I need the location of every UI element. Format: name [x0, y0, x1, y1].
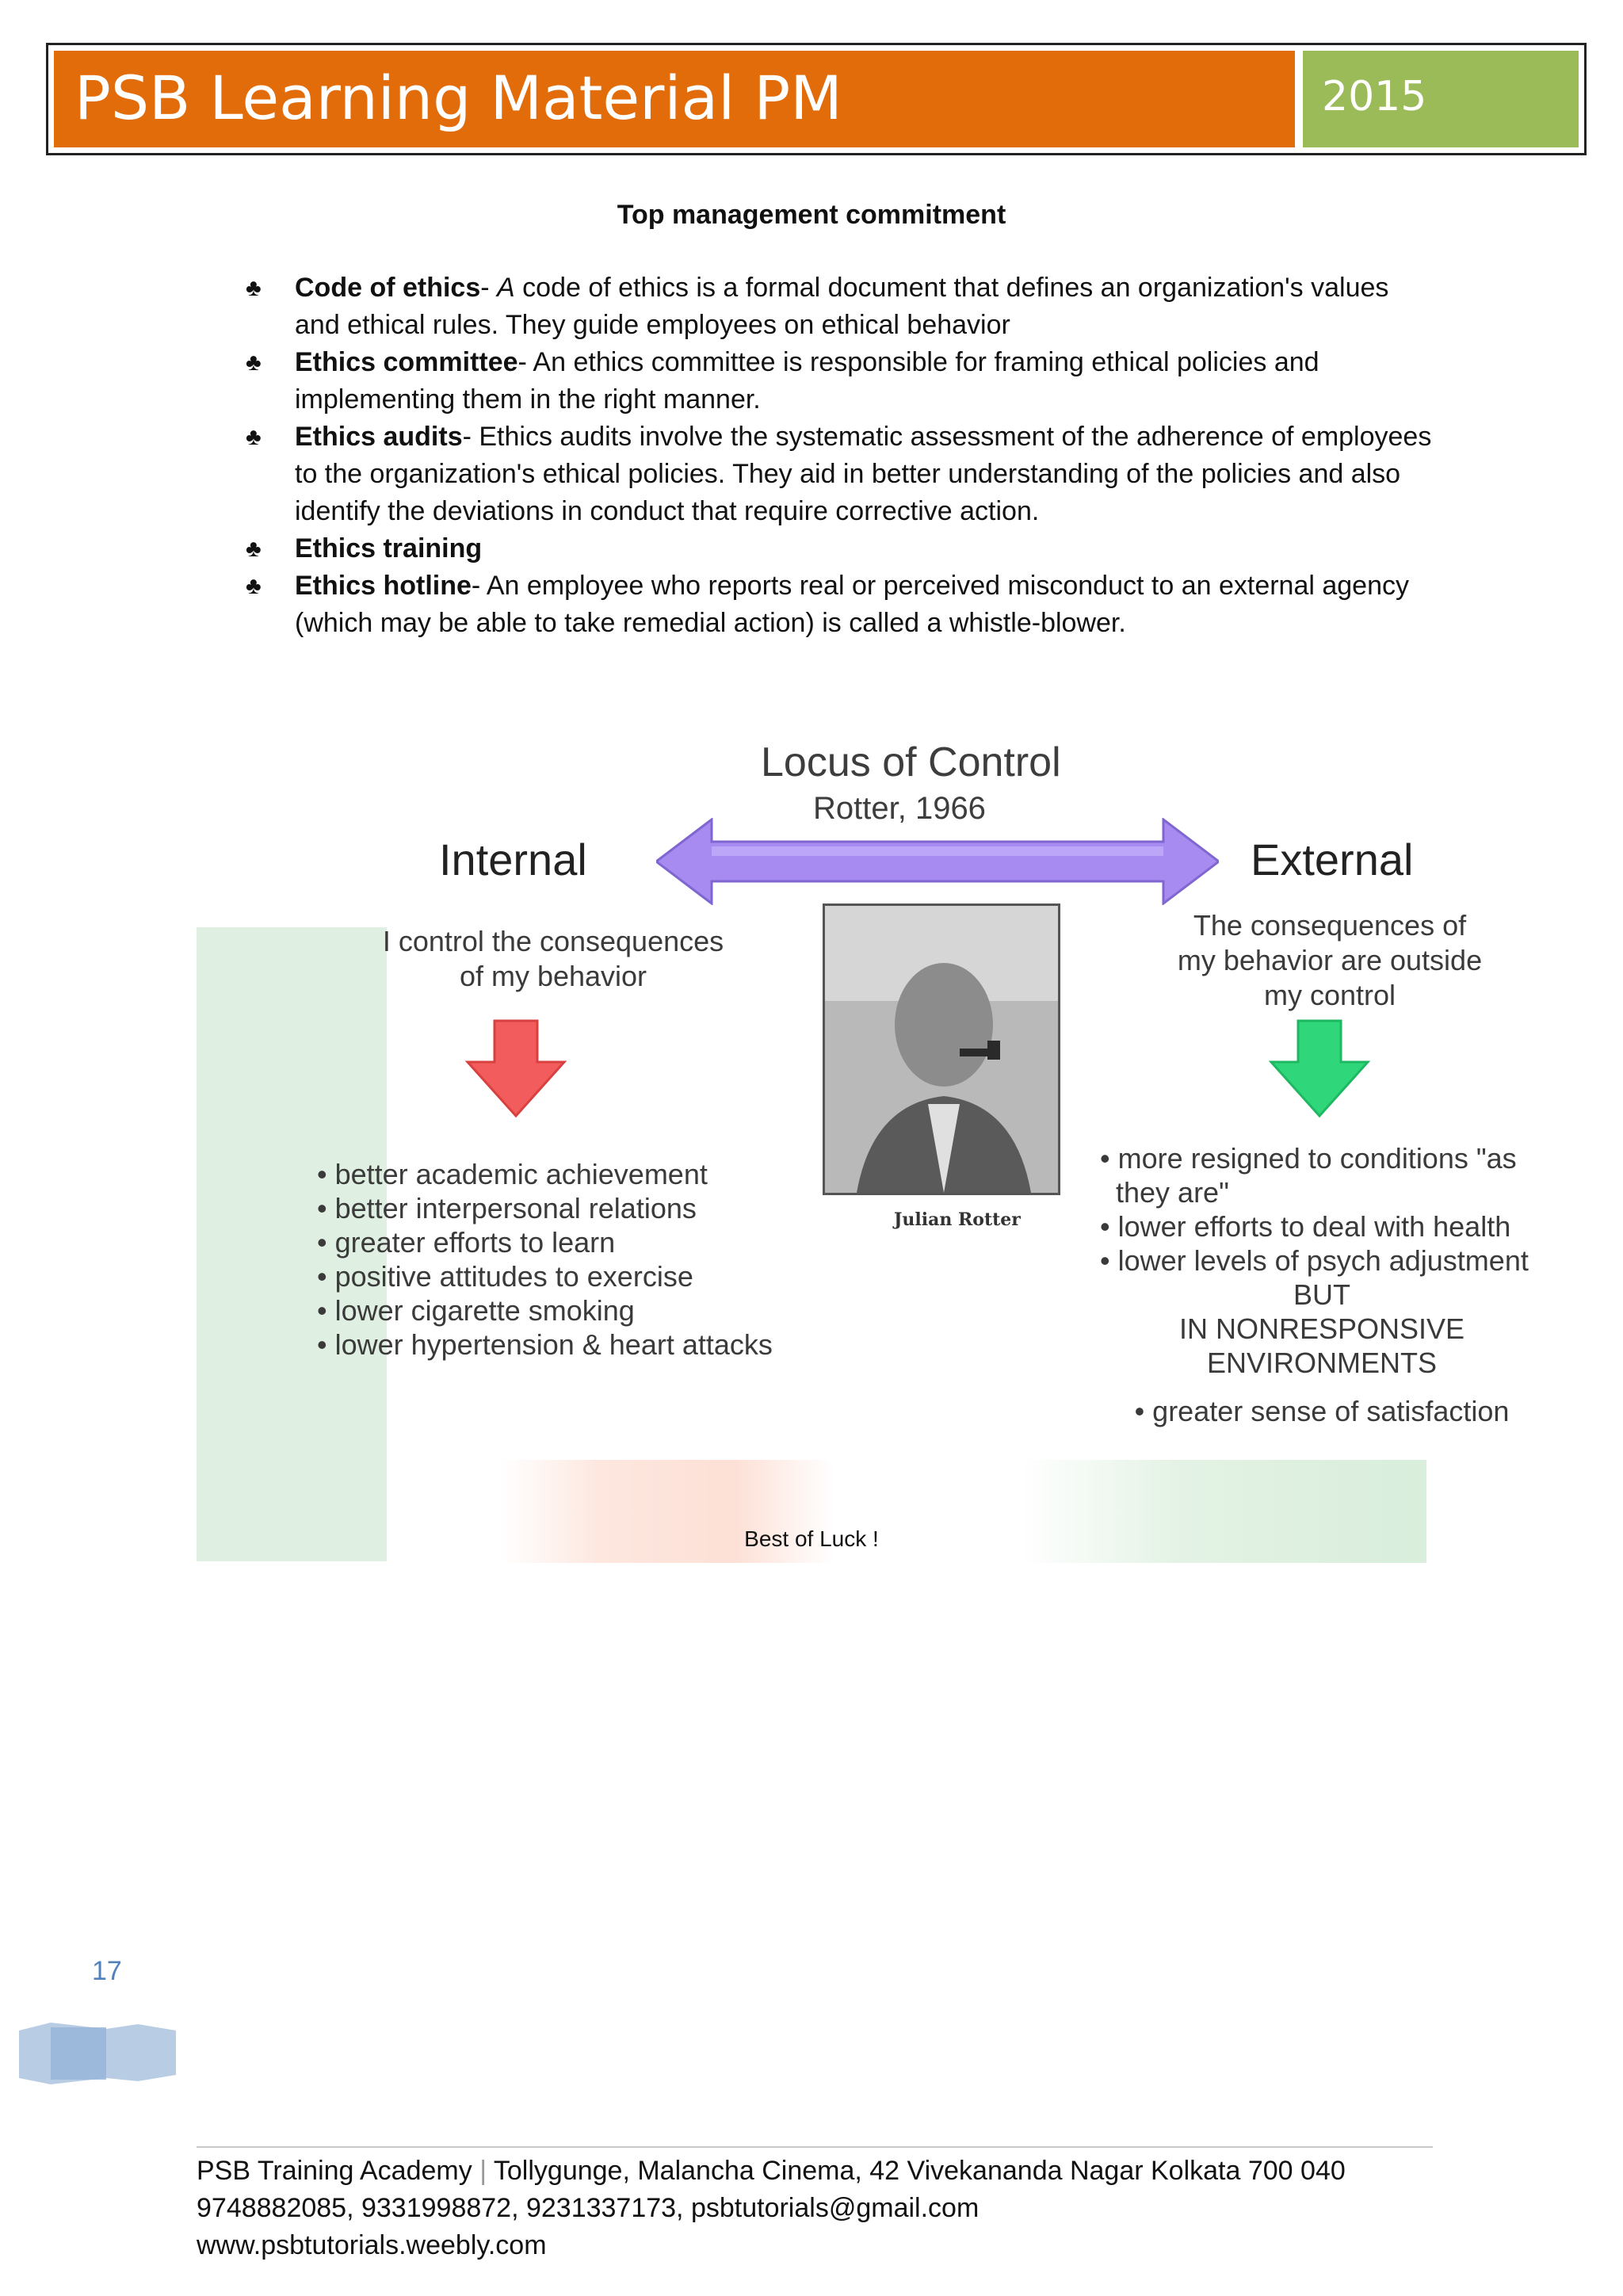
- red-down-arrow-icon: [464, 1018, 567, 1121]
- list-item: • lower efforts to deal with health: [1100, 1210, 1511, 1243]
- list-item: • lower hypertension & heart attacks: [317, 1328, 773, 1361]
- list-item: • lower cigarette smoking: [317, 1294, 635, 1327]
- bullet-text: - An ethics committee is responsible for framing ethical policies and implementing them in the right manner.: [295, 347, 1319, 415]
- environments-label: ENVIRONMENTS: [1206, 1347, 1438, 1379]
- diagram-subtitle: Rotter, 1966: [813, 791, 986, 826]
- list-item: • positive attitudes to exercise: [317, 1260, 693, 1293]
- list-item: • greater efforts to learn: [317, 1226, 616, 1259]
- list-item: • better interpersonal relations: [317, 1192, 697, 1224]
- footer-rule: [197, 2146, 1433, 2148]
- bullet-term: Ethics audits: [295, 422, 463, 452]
- bullet-term: Ethics committee: [295, 347, 518, 377]
- club-bullet-icon: ♣: [246, 350, 262, 376]
- bullet-item: [246, 418, 1434, 530]
- portrait-placeholder-icon: [825, 906, 1058, 1193]
- bullet-term: Ethics hotline: [295, 571, 472, 601]
- list-item: • more resigned to conditions "as they are": [1100, 1142, 1517, 1209]
- external-outcomes-list: [1100, 1141, 1544, 1428]
- bullet-term: Code of ethics: [295, 273, 481, 303]
- bullet-term: Ethics training: [295, 533, 483, 563]
- photo-caption: Julian Rotter: [894, 1209, 1021, 1230]
- footer-website[interactable]: www.psbtutorials.weebly.com: [197, 2230, 547, 2260]
- bullet-item: ♣ Code of ethics- A code of ethics is a formal document that defines an organization's values and ethical rules. They guide employees on ethical behavior: [246, 269, 1434, 344]
- list-item: • better academic achievement: [317, 1158, 708, 1190]
- document-year: 2015: [1322, 73, 1427, 120]
- external-label: External: [1251, 835, 1414, 884]
- header-title-box: [54, 51, 1295, 147]
- footer-org: PSB Training Academy: [197, 2156, 472, 2186]
- bullet-text: code of ethics is a formal document that defines an organization's values and ethical rules. They guide employees on ethical behavior: [295, 273, 1389, 340]
- bullet-item: [246, 567, 1434, 642]
- section-heading: Top management commitment: [617, 200, 1006, 230]
- list-item: • greater sense of satisfaction: [1134, 1395, 1510, 1427]
- internal-outcomes-list: [317, 1157, 773, 1362]
- bullet-item: [246, 344, 1434, 418]
- header-year-box: [1303, 51, 1579, 147]
- closing-message: Best of Luck !: [744, 1526, 879, 1551]
- bullet-list: [246, 269, 1434, 642]
- page-tab-icon: [19, 2023, 178, 2086]
- club-bullet-icon: ♣: [246, 424, 262, 450]
- document-title: PSB Learning Material PM: [74, 63, 842, 133]
- but-label: BUT: [1293, 1278, 1350, 1311]
- green-down-arrow-icon: [1268, 1018, 1371, 1121]
- julian-rotter-photo: [823, 904, 1060, 1195]
- nonresponsive-label: IN NONRESPONSIVE: [1178, 1312, 1465, 1345]
- footer-separator: |: [479, 2156, 487, 2186]
- club-bullet-icon: ♣: [246, 275, 262, 301]
- club-bullet-icon: ♣: [246, 536, 262, 562]
- list-item: • lower levels of psych adjustment: [1100, 1244, 1529, 1277]
- bullet-text: - Ethics audits involve the systematic assessment of the adherence of employees to the organization's ethical policies. They aid in better understanding of the policies and also identify the deviations in conduct that require corrective action.: [295, 422, 1432, 526]
- external-description: The consequences of my behavior are outside my control: [1177, 909, 1483, 1011]
- page-number: 17: [92, 1956, 122, 1986]
- double-arrow-icon: [656, 818, 1219, 905]
- internal-description: I control the consequences of my behavior: [382, 925, 724, 992]
- club-bullet-icon: ♣: [246, 573, 262, 599]
- bullet-text: - An employee who reports real or perceived misconduct to an external agency (which may be able to take remedial action) is called a whistle-blower.: [295, 571, 1409, 638]
- bullet-item: [246, 530, 1434, 567]
- locus-of-control-figure: [197, 723, 1529, 1563]
- footer: [197, 2153, 1346, 2264]
- footer-contacts: 9748882085, 9331998872, 9231337173, psbtutorials@gmail.com: [197, 2193, 980, 2223]
- internal-label: Internal: [439, 835, 587, 884]
- diagram-title: Locus of Control: [761, 739, 1061, 785]
- footer-address: Tollygunge, Malancha Cinema, 42 Vivekananda Nagar Kolkata 700 040: [493, 2156, 1346, 2186]
